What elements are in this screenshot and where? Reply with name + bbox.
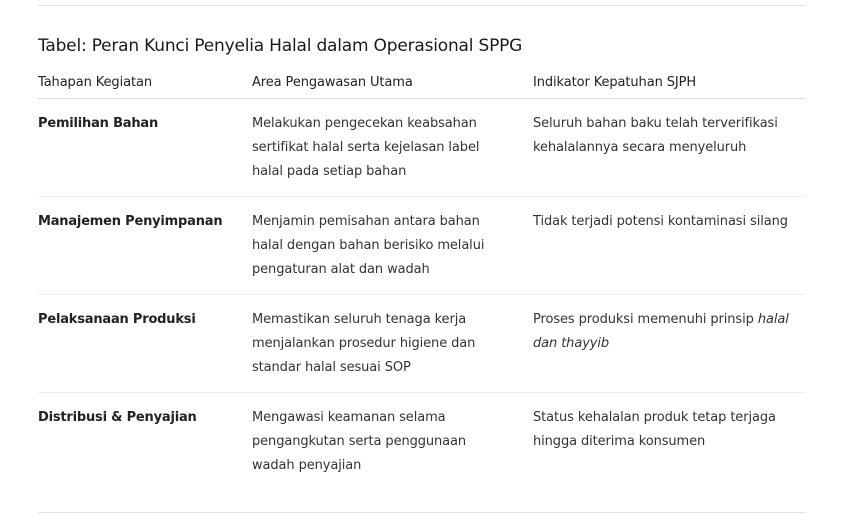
- indicator-emphasis: halal dan thayyib: [533, 312, 789, 351]
- table-row: [38, 197, 806, 295]
- cell-stage: Pelaksanaan Produksi: [38, 295, 252, 393]
- cell-area: Memastikan seluruh tenaga kerja menjalankan prosedur higiene dan standar halal sesuai SOP: [252, 295, 533, 393]
- table-row: [38, 99, 806, 197]
- table-row: [38, 393, 806, 491]
- indicator-text: Proses produksi memenuhi prinsip: [533, 312, 758, 327]
- cell-indicator: [533, 393, 806, 491]
- cell-area: Melakukan pengecekan keabsahan sertifikat halal serta kejelasan label halal pada setiap bahan: [252, 99, 533, 197]
- column-header-indicator: Indikator Kepatuhan SJPH: [533, 66, 806, 99]
- cell-stage: Pemilihan Bahan: [38, 99, 252, 197]
- top-divider: [38, 5, 806, 6]
- table-header-row: [38, 66, 806, 99]
- bottom-divider: [38, 512, 806, 513]
- column-header-stage: Tahapan Kegiatan: [38, 66, 252, 99]
- table-title: Tabel: Peran Kunci Penyelia Halal dalam Operasional SPPG: [38, 36, 523, 56]
- cell-stage: Distribusi & Penyajian: [38, 410, 197, 425]
- cell-indicator: [533, 295, 806, 393]
- cell-area: Mengawasi keamanan selama pengangkutan serta penggunaan wadah penyajian: [252, 410, 467, 473]
- cell-indicator: [533, 197, 806, 295]
- indicator-text: Tidak terjadi potensi kontaminasi silang: [533, 214, 788, 229]
- table-row: [38, 295, 806, 393]
- halal-supervisor-roles-table: [38, 66, 806, 490]
- indicator-text: Status kehalalan produk tetap terjaga hingga diterima konsumen: [533, 410, 776, 449]
- column-header-area: Area Pengawasan Utama: [252, 66, 533, 99]
- cell-area: Menjamin pemisahan antara bahan halal dengan bahan berisiko melalui pengaturan alat dan wadah: [252, 197, 533, 295]
- cell-indicator: [533, 99, 806, 197]
- indicator-text: Seluruh bahan baku telah terverifikasi kehalalannya secara menyeluruh: [533, 116, 778, 155]
- cell-stage: Manajemen Penyimpanan: [38, 197, 252, 295]
